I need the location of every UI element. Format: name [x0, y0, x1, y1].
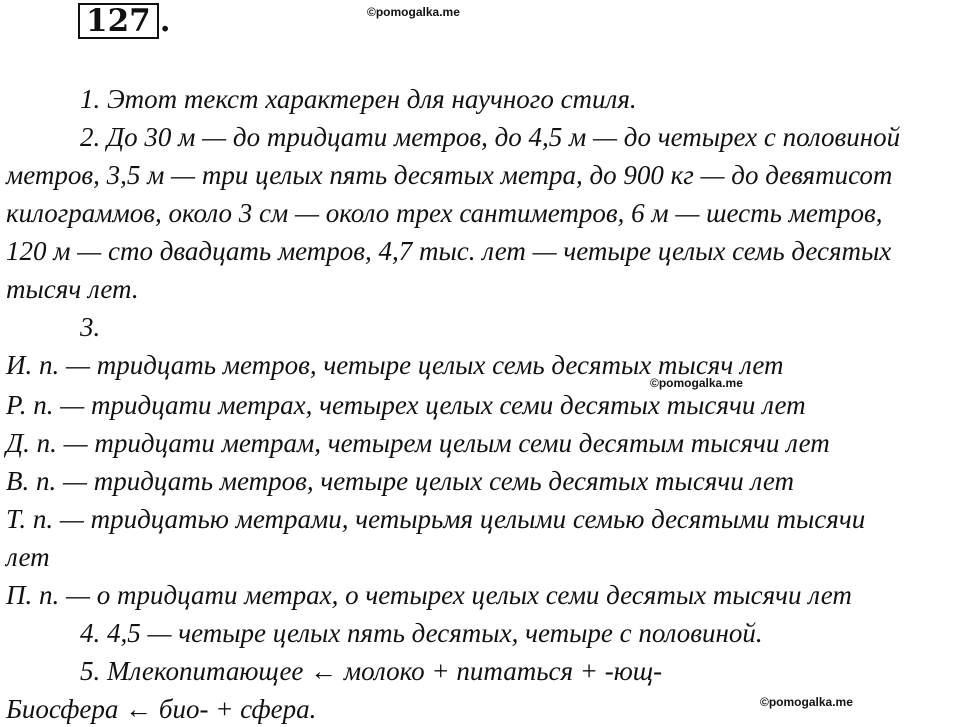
case-line-dative: Д. п. — тридцати метрам, четырем целым семи десятым тысячи лет — [6, 428, 830, 458]
exercise-number — [78, 3, 171, 37]
text-line-item-2-cont-4: тысяч лет. — [6, 274, 139, 304]
text-line-item-3: 3. — [80, 312, 101, 342]
text-line-item-4: 4. 4,5 — четыре целых пять десятых, четыре с половиной. — [80, 618, 763, 648]
text-line-item-5-cont: Биосфера ← био- + сфера. — [6, 694, 317, 724]
watermark-middle: ©pomogalka.me — [650, 376, 743, 390]
text-line-item-2: 2. До 30 м — до тридцати метров, до 4,5 м — до четырех с половиной — [80, 122, 901, 152]
case-line-instrumental-cont: лет — [6, 542, 50, 572]
text-line-item-5: 5. Млекопитающее ← молоко + питаться + -ющ- — [80, 656, 663, 686]
watermark-bottom: ©pomogalka.me — [760, 695, 853, 709]
case-line-genitive: Р. п. — тридцати метрах, четырех целых семи десятых тысячи лет — [6, 390, 806, 420]
exercise-number-box: 127 — [78, 3, 159, 39]
text-line-item-2-cont-2: килограммов, около 3 см — около трех сантиметров, 6 м — шесть метров, — [6, 198, 883, 228]
text-line-item-2-cont-3: 120 м — сто двадцать метров, 4,7 тыс. лет — четыре целых семь десятых — [6, 236, 892, 266]
exercise-number-dot: . — [159, 3, 171, 39]
case-line-instrumental: Т. п. — тридцатью метрами, четырьмя целыми семью десятыми тысячи — [6, 504, 866, 534]
text-line-item-1: 1. Этот текст характерен для научного стиля. — [80, 84, 637, 114]
text-line-item-2-cont-1: метров, 3,5 м — три целых пять десятых метра, до 900 кг — до девятисот — [6, 160, 893, 190]
case-line-nominative: И. п. — тридцать метров, четыре целых семь десятых тысяч лет — [6, 350, 784, 380]
watermark-top: ©pomogalka.me — [367, 5, 460, 19]
case-line-prepositional: П. п. — о тридцати метрах, о четырех целых семи десятых тысячи лет — [6, 580, 852, 610]
case-line-accusative: В. п. — тридцать метров, четыре целых семь десятых тысячи лет — [6, 466, 795, 496]
